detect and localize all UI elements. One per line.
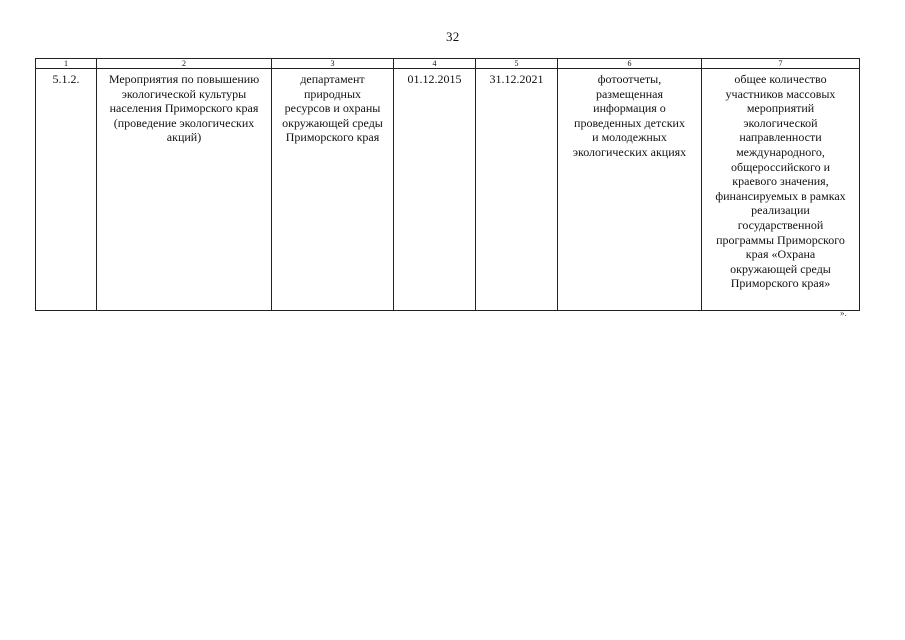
column-number-row [36, 59, 860, 69]
event-name-line: населения Приморского края [109, 101, 259, 116]
indicator-line: международного, [736, 144, 825, 159]
row-number: 5.1.2. [36, 69, 97, 311]
result-line: размещенная [595, 86, 664, 101]
executor-line: департамент [300, 72, 365, 86]
event-name [97, 69, 272, 311]
indicator-line: направленности [739, 130, 822, 145]
executor-line: Приморского края [285, 130, 380, 145]
column-number: 3 [272, 59, 394, 69]
indicator-line: общероссийского и [730, 159, 831, 174]
indicator-line: мероприятий [746, 101, 815, 116]
executor-line: окружающей среды [282, 115, 383, 130]
indicator-line: окружающей среды [730, 261, 831, 276]
executor [272, 69, 394, 311]
indicator-line: краевого значения, [732, 174, 829, 189]
closing-quote-mark: ». [840, 308, 847, 318]
result-line: экологических акциях [572, 144, 687, 159]
indicator-line: Приморского края» [730, 276, 831, 291]
start-date: 01.12.2015 [394, 69, 476, 311]
indicator-line: финансируемых в рамках [715, 188, 846, 203]
event-name-line: Мероприятия по повышению [108, 72, 260, 86]
executor-line: природных [303, 86, 362, 101]
result-line: фотоотчеты, [597, 72, 662, 86]
indicator-line: реализации [751, 203, 810, 218]
indicator-line: государственной [737, 217, 824, 232]
event-name-line: экологической культуры [121, 86, 247, 101]
column-number: 4 [394, 59, 476, 69]
column-number: 7 [702, 59, 860, 69]
expected-result [558, 69, 702, 311]
column-number: 6 [558, 59, 702, 69]
event-name-line: акций) [166, 130, 202, 145]
result-line: информация о [593, 101, 666, 116]
program-table [35, 58, 860, 311]
page-number: 32 [446, 29, 460, 44]
indicator-line: программы Приморского [716, 232, 845, 247]
indicator [702, 69, 860, 311]
result-line: проведенных детских [574, 115, 685, 130]
indicator-line: участников массовых [725, 86, 836, 101]
column-number: 1 [36, 59, 97, 69]
end-date: 31.12.2021 [476, 69, 558, 311]
indicator-line: края «Охрана [745, 247, 816, 262]
indicator-line: общее количество [734, 72, 827, 86]
event-name-line: (проведение экологических [113, 115, 255, 130]
executor-line: ресурсов и охраны [284, 101, 381, 116]
table-row [36, 69, 860, 311]
indicator-line: экологической [743, 115, 818, 130]
column-number: 5 [476, 59, 558, 69]
column-number: 2 [97, 59, 272, 69]
result-line: и молодежных [592, 130, 667, 145]
